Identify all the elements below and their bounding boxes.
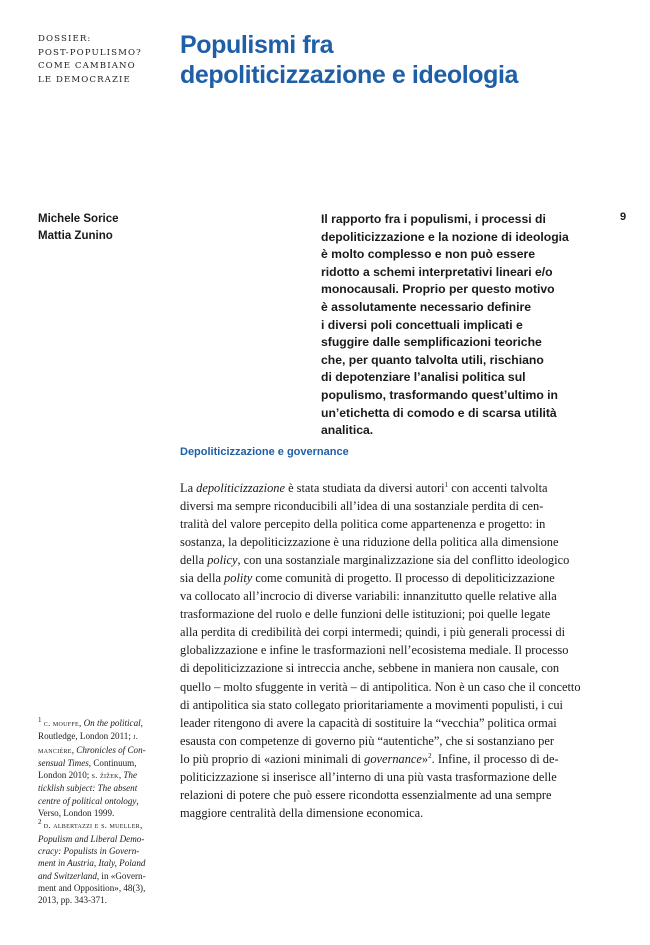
abstract-line: sfuggire dalle semplificazioni teoriche <box>321 335 542 350</box>
footnote-line <box>38 845 170 857</box>
abstract-line: i diversi poli concettuali implicati e <box>321 317 523 332</box>
body-line: diversi ma sempre riconducibili all’idea di una sostanziale perdita di cen- <box>180 499 544 514</box>
abstract-line: ridotto a schemi interpretativi lineari e/o <box>321 264 553 279</box>
body-text <box>180 479 590 822</box>
italic-run: governance <box>364 751 422 766</box>
footnote-line: sensual Times, Continuum, <box>38 757 137 768</box>
author-smallcaps: d. albertazzi e s. mueller <box>43 821 140 831</box>
footnote-line: 2013, pp. 343-371. <box>38 895 107 906</box>
body-line: sia della polity come comunità di progetto. Il processo di depoliticizzazione <box>180 571 555 586</box>
abstract-line: di depotenziare l’analisi politica sul <box>321 370 526 385</box>
footnote-ref: 2 <box>38 818 42 827</box>
author-smallcaps: s. žižek <box>91 771 119 781</box>
dossier-line: LE DEMOCRAZIE <box>38 74 131 85</box>
footnote-ref: 1 <box>38 715 42 724</box>
footnote-line: centre of political ontology, <box>38 795 139 806</box>
dossier-label <box>38 33 173 87</box>
footnote-line <box>38 857 170 869</box>
abstract-line: è molto complesso e non può essere <box>321 247 536 262</box>
body-line: globalizzazione e infine le trasformazioni nell’ecosistema mediale. Il processo <box>180 643 569 658</box>
italic-run: The <box>123 770 138 781</box>
section-heading: Depoliticizzazione e governance <box>180 446 349 458</box>
footnote-line: Verso, London 1999. <box>38 808 115 819</box>
body-line: quello – molto sfuggente in verità – di antipolitica. Non è un caso che il concetto <box>180 679 581 694</box>
footnote-line: Routledge, London 2011; j. <box>38 731 139 742</box>
author-smallcaps: j. <box>133 732 139 742</box>
footnote-line: $^1$ c. mouffe, On the political, <box>38 715 143 728</box>
italic-run: centre of political ontology <box>38 795 137 806</box>
abstract-line: analitica. <box>321 423 374 438</box>
body-line: alla perdita di credibilità dei corpi intermedi; quindi, i più generali processi di <box>180 625 566 640</box>
body-line: di depoliticizzazione si intreccia anche, sebbene in maniera non causale, con <box>180 661 560 676</box>
dossier-line: DOSSIER: <box>38 34 92 44</box>
footnote-line <box>38 782 170 794</box>
abstract-line: che, per quanto talvolta utili, rischiano <box>321 352 544 367</box>
italic-run: Populism and Liberal Demo- <box>38 833 145 844</box>
abstract-line: è assolutamente necessario definire <box>321 299 531 314</box>
abstract-line: populismo, trasformando quest’ultimo in <box>321 387 558 402</box>
body-line: lo più proprio di «azioni minimali di governance»$^2$. Infine, il processo di de- <box>180 751 559 766</box>
italic-run: cracy: Populists in Govern- <box>38 845 140 856</box>
body-line: va collocato all’incrocio di diverse variabili: innanzitutto quelle relative alla <box>180 589 557 604</box>
author-name: Mattia Zunino <box>38 230 113 242</box>
author-smallcaps: mancière <box>38 745 72 755</box>
body-line: leader ritengono di avere la capacità di sostituire la “vecchia” politica ormai <box>180 715 557 730</box>
italic-run: Chronicles of Con- <box>76 744 146 755</box>
body-line: della policy, con una sostanziale marginalizzazione sia del conflitto ideologico <box>180 553 570 568</box>
abstract-line: monocausali. Proprio per questo motivo <box>321 282 555 297</box>
italic-run: depoliticizzazione <box>196 481 285 495</box>
body-line: relazioni di potere che può essere ricondotta essenzialmente ad una sempre <box>180 787 552 802</box>
abstract <box>321 211 606 440</box>
body-line: trasformazione del ruolo e delle funzioni delle istituzioni; poi quelle legate <box>180 607 551 622</box>
dossier-line: COME CAMBIANO <box>38 61 136 71</box>
footnote-line: mancière, Chronicles of Con- <box>38 744 146 755</box>
title-line: Populismi fra <box>180 31 334 59</box>
authors <box>38 211 119 245</box>
italic-run: polity <box>224 571 253 586</box>
footnote-ref: 1 <box>444 480 449 489</box>
footnote-line: London 2010; s. žižek, The <box>38 770 138 781</box>
body-line: sostanza, la depoliticizzazione è una riduzione della politica alla dimensione <box>180 535 559 550</box>
italic-run: policy <box>207 553 238 568</box>
title-line: depoliticizzazione e ideologia <box>180 61 519 89</box>
dossier-line: POST-POPULISMO? <box>38 47 142 58</box>
footnote-line: ment and Opposition», 48(3), <box>38 882 146 893</box>
italic-run: and Switzerland <box>38 870 97 881</box>
footnote-line: $^2$ d. albertazzi e s. mueller, <box>38 818 143 831</box>
body-line: maggiore centralità della dimensione economica. <box>180 805 424 820</box>
footnotes <box>38 717 170 906</box>
footnote-line: and Switzerland, in «Govern- <box>38 870 146 881</box>
body-line: politicizzazione si inserisce all’interno di una più vasta trasformazione delle <box>180 769 557 784</box>
italic-run: On the political <box>83 718 141 728</box>
italic-run: ticklish subject: The absent <box>38 783 138 794</box>
footnote-line <box>38 833 170 845</box>
body-line: La depoliticizzazione è stata studiata da diversi autori$^1$ con accenti talvolta <box>180 480 548 495</box>
abstract-line: un’etichetta di comodo e di scarsa utilità <box>321 405 557 420</box>
abstract-line: depoliticizzazione e la nozione di ideologia <box>321 229 569 244</box>
author-name: Michele Sorice <box>38 213 119 225</box>
abstract-line: Il rapporto fra i populismi, i processi di <box>321 212 546 226</box>
body-line: di antipolitica sia stato collegato prioritariamente a movimenti populisti, i cui <box>180 697 563 712</box>
body-line: esausta con competenze di governo più “autentiche”, che si sostanziano per <box>180 733 554 748</box>
author-smallcaps: c. mouffe <box>43 719 80 728</box>
italic-run: sensual Times <box>38 757 89 768</box>
body-line: tralità del valore percepito della politica come appartenenza e progetto: in <box>180 517 546 532</box>
footnote-ref: 2 <box>428 751 432 760</box>
article-title <box>180 30 610 90</box>
page-number: 9 <box>620 211 627 223</box>
italic-run: ment in Austria, Italy, Poland <box>38 858 146 869</box>
